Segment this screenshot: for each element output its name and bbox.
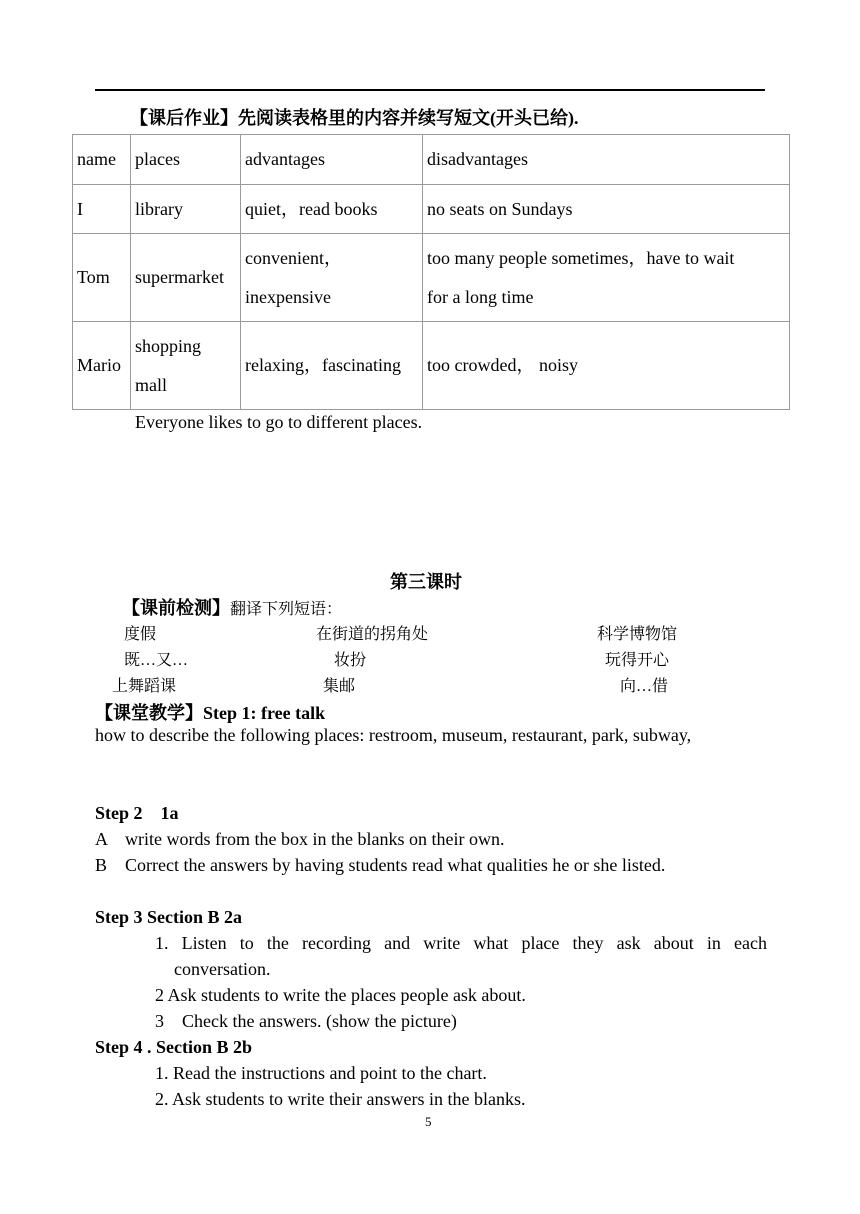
phrase-item: 科学博物馆 [597,626,678,643]
table-cell: relaxing，fascinating [241,322,423,410]
phrase-item: 玩得开心 [605,652,670,669]
step4-item-1: 1. Read the instructions and point to the chart. [155,1063,487,1083]
table-row [73,185,790,234]
step3-title: Step 3 Section B 2a [95,907,243,927]
phrase-item: 在街道的拐角处 [316,626,429,643]
table-cell: convenient， inexpensive [241,234,423,322]
table-header-cell: places [131,135,241,185]
homework-heading-text: 先阅读表格里的内容并续写短文(开头已给). [238,108,579,128]
page-number: 5 [425,1114,432,1129]
step4-title: Step 4 . Section B 2b [95,1037,253,1057]
step2-a: A write words from the box in the blanks on their own. [95,829,505,849]
table-cell: too many people sometimes，have to wait for a long time [423,234,790,322]
step3-item-2: 2 Ask students to write the places people ask about. [155,985,526,1005]
table-cell: Tom [73,234,131,322]
table-cell: I [73,185,131,234]
step3-item-1-cont: conversation. [174,959,271,979]
table-cell: quiet，read books [241,185,423,234]
table-header-row [73,135,790,185]
teaching-bracket: 【课堂教学】 [95,703,203,723]
table-row [73,322,790,410]
table-header-cell: name [73,135,131,185]
phrase-item: 上舞蹈课 [112,678,177,695]
lesson-title: 第三课时 [390,572,462,592]
homework-table [72,134,790,410]
table-cell: no seats on Sundays [423,185,790,234]
step3-item-1: 1. Listen to the recording and write what place they ask about in each [155,933,767,953]
starter-sentence: Everyone likes to go to different places. [135,412,423,432]
step2-title: Step 2 1a [95,803,179,823]
phrase-item: 向…借 [620,678,669,695]
table-cell: Mario [73,322,131,410]
header-rule [95,89,765,91]
phrase-item: 既…又… [124,652,189,669]
table-header-cell: advantages [241,135,423,185]
step2-b: B Correct the answers by having students read what qualities he or she listed. [95,855,666,875]
step4-item-2: 2. Ask students to write their answers in the blanks. [155,1089,526,1109]
teaching-heading [95,699,325,725]
step1-text: how to describe the following places: restroom, museum, restaurant, park, subway, [95,725,692,745]
phrase-item: 度假 [124,626,157,643]
step3-item-3: 3 Check the answers. (show the picture) [155,1011,457,1031]
pretest-text: 翻译下列短语： [230,601,343,618]
phrase-item: 妆扮 [334,652,367,669]
table-cell: too crowded， noisy [423,322,790,410]
step1-title: Step 1: free talk [203,703,326,723]
table-row [73,234,790,322]
table-cell: supermarket [131,234,241,322]
phrase-item: 集邮 [323,678,356,695]
table-cell: shopping mall [131,322,241,410]
table-header-cell: disadvantages [423,135,790,185]
homework-heading [130,104,579,130]
pretest-bracket: 【课前检测】 [122,598,230,618]
pretest-heading [122,594,342,620]
table-cell: library [131,185,241,234]
homework-heading-bracket: 【课后作业】 [130,108,238,128]
